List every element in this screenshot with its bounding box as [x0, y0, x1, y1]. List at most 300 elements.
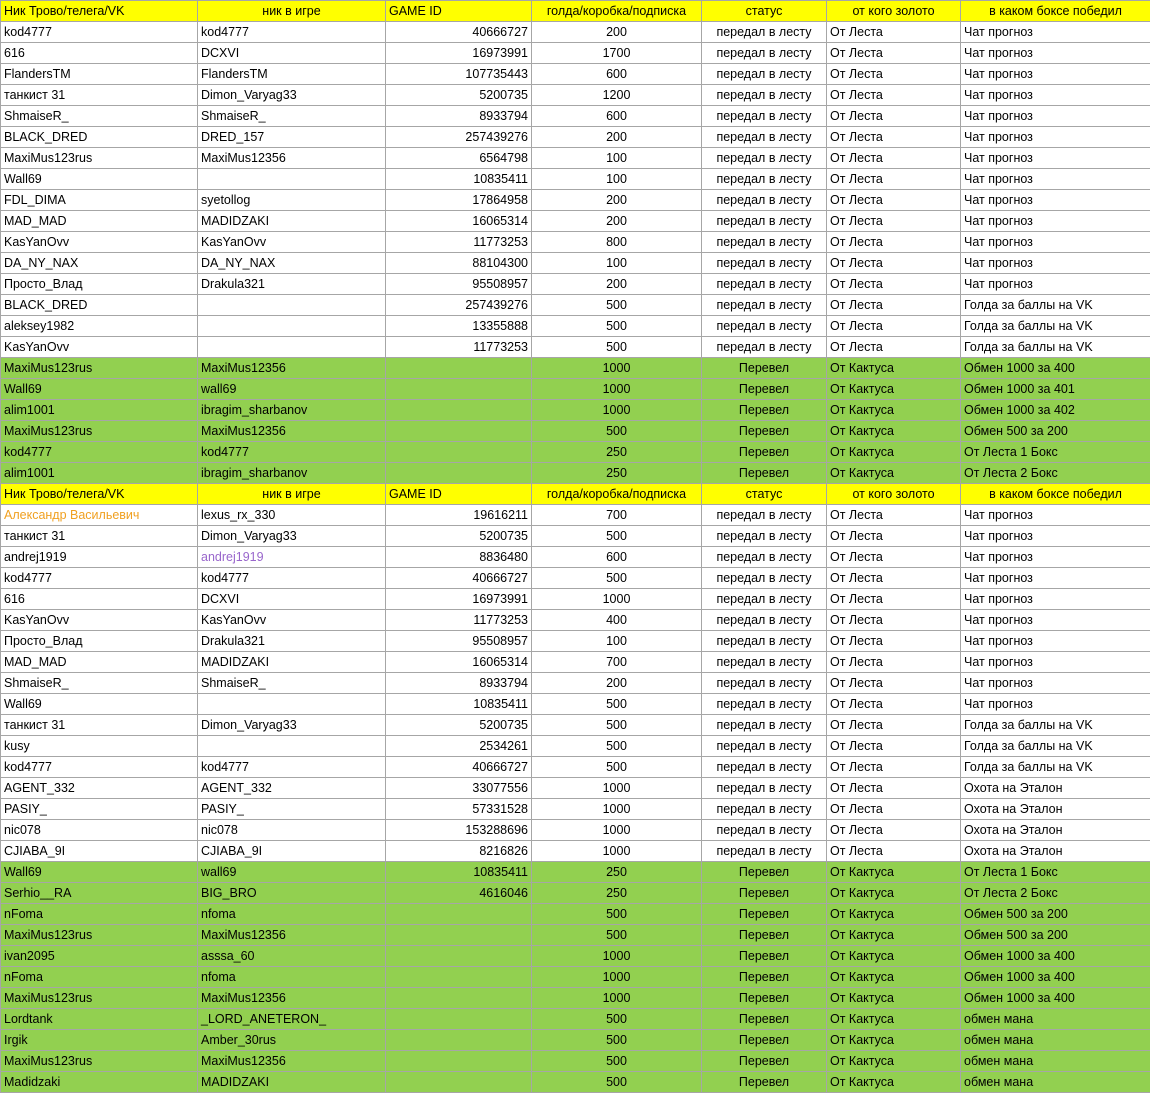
game-id-cell[interactable]	[386, 1030, 532, 1051]
amount-cell[interactable]: 1000	[532, 841, 702, 862]
nick-cell[interactable]: Wall69	[1, 379, 198, 400]
game-id-cell[interactable]: 88104300	[386, 253, 532, 274]
box-cell[interactable]: Чат прогноз	[961, 85, 1150, 106]
game-id-cell[interactable]	[386, 379, 532, 400]
nick-cell[interactable]: Irgik	[1, 1030, 198, 1051]
box-cell[interactable]: Обмен 500 за 200	[961, 421, 1150, 442]
game-id-cell[interactable]: 40666727	[386, 568, 532, 589]
nick-cell[interactable]: Wall69	[1, 169, 198, 190]
from-cell[interactable]: От Леста	[827, 526, 961, 547]
game-nick-cell[interactable]: MaxiMus12356	[198, 988, 386, 1009]
column-header[interactable]: GAME ID	[386, 484, 532, 505]
game-id-cell[interactable]	[386, 358, 532, 379]
box-cell[interactable]: Обмен 1000 за 400	[961, 967, 1150, 988]
box-cell[interactable]: Чат прогноз	[961, 610, 1150, 631]
box-cell[interactable]: Чат прогноз	[961, 232, 1150, 253]
game-nick-cell[interactable]: KasYanOvv	[198, 232, 386, 253]
amount-cell[interactable]: 800	[532, 232, 702, 253]
nick-cell[interactable]: nFoma	[1, 967, 198, 988]
nick-cell[interactable]: MaxiMus123rus	[1, 1051, 198, 1072]
nick-cell[interactable]: AGENT_332	[1, 778, 198, 799]
amount-cell[interactable]: 500	[532, 1072, 702, 1093]
box-cell[interactable]: Чат прогноз	[961, 589, 1150, 610]
nick-cell[interactable]: kod4777	[1, 442, 198, 463]
from-cell[interactable]: От Леста	[827, 64, 961, 85]
amount-cell[interactable]: 400	[532, 610, 702, 631]
nick-cell[interactable]: nFoma	[1, 904, 198, 925]
nick-cell[interactable]: танкист 31	[1, 715, 198, 736]
status-cell[interactable]: передал в лесту	[702, 610, 827, 631]
from-cell[interactable]: От Кактуса	[827, 967, 961, 988]
box-cell[interactable]: Чат прогноз	[961, 631, 1150, 652]
box-cell[interactable]: Охота на Эталон	[961, 820, 1150, 841]
nick-cell[interactable]: DA_NY_NAX	[1, 253, 198, 274]
from-cell[interactable]: От Леста	[827, 274, 961, 295]
box-cell[interactable]: Чат прогноз	[961, 547, 1150, 568]
game-nick-cell[interactable]	[198, 337, 386, 358]
box-cell[interactable]: Обмен 1000 за 402	[961, 400, 1150, 421]
amount-cell[interactable]: 1000	[532, 799, 702, 820]
from-cell[interactable]: От Кактуса	[827, 1051, 961, 1072]
amount-cell[interactable]: 500	[532, 568, 702, 589]
game-id-cell[interactable]: 6564798	[386, 148, 532, 169]
from-cell[interactable]: От Леста	[827, 799, 961, 820]
from-cell[interactable]: От Леста	[827, 190, 961, 211]
nick-cell[interactable]: BLACK_DRED	[1, 127, 198, 148]
nick-cell[interactable]: 616	[1, 43, 198, 64]
game-id-cell[interactable]: 16065314	[386, 211, 532, 232]
from-cell[interactable]: От Леста	[827, 106, 961, 127]
status-cell[interactable]: Перевел	[702, 442, 827, 463]
nick-cell[interactable]: andrej1919	[1, 547, 198, 568]
game-nick-cell[interactable]: kod4777	[198, 568, 386, 589]
game-id-cell[interactable]: 257439276	[386, 127, 532, 148]
column-header[interactable]: от кого золото	[827, 484, 961, 505]
from-cell[interactable]: От Леста	[827, 295, 961, 316]
from-cell[interactable]: От Кактуса	[827, 358, 961, 379]
game-id-cell[interactable]: 16973991	[386, 589, 532, 610]
amount-cell[interactable]: 500	[532, 904, 702, 925]
game-nick-cell[interactable]: Drakula321	[198, 274, 386, 295]
box-cell[interactable]: Чат прогноз	[961, 43, 1150, 64]
game-nick-cell[interactable]: MaxiMus12356	[198, 148, 386, 169]
game-id-cell[interactable]: 10835411	[386, 169, 532, 190]
box-cell[interactable]: Охота на Эталон	[961, 841, 1150, 862]
nick-cell[interactable]: MaxiMus123rus	[1, 925, 198, 946]
status-cell[interactable]: передал в лесту	[702, 631, 827, 652]
status-cell[interactable]: передал в лесту	[702, 526, 827, 547]
game-id-cell[interactable]: 40666727	[386, 757, 532, 778]
status-cell[interactable]: Перевел	[702, 925, 827, 946]
game-id-cell[interactable]: 95508957	[386, 631, 532, 652]
column-header[interactable]: голда/коробка/подписка	[532, 484, 702, 505]
game-nick-cell[interactable]: MaxiMus12356	[198, 421, 386, 442]
status-cell[interactable]: Перевел	[702, 1030, 827, 1051]
game-nick-cell[interactable]: Dimon_Varyag33	[198, 526, 386, 547]
game-nick-cell[interactable]: CJIABA_9I	[198, 841, 386, 862]
status-cell[interactable]: передал в лесту	[702, 232, 827, 253]
box-cell[interactable]: Обмен 500 за 200	[961, 925, 1150, 946]
game-id-cell[interactable]	[386, 442, 532, 463]
amount-cell[interactable]: 500	[532, 1009, 702, 1030]
box-cell[interactable]: Голда за баллы на VK	[961, 316, 1150, 337]
game-id-cell[interactable]: 4616046	[386, 883, 532, 904]
box-cell[interactable]: Голда за баллы на VK	[961, 715, 1150, 736]
column-header[interactable]: от кого золото	[827, 1, 961, 22]
column-header[interactable]: ник в игре	[198, 484, 386, 505]
from-cell[interactable]: От Леста	[827, 694, 961, 715]
nick-cell[interactable]: CJIABA_9I	[1, 841, 198, 862]
from-cell[interactable]: От Кактуса	[827, 379, 961, 400]
game-nick-cell[interactable]: nic078	[198, 820, 386, 841]
box-cell[interactable]: Чат прогноз	[961, 568, 1150, 589]
column-header[interactable]: голда/коробка/подписка	[532, 1, 702, 22]
from-cell[interactable]: От Леста	[827, 253, 961, 274]
nick-cell[interactable]: танкист 31	[1, 85, 198, 106]
box-cell[interactable]: Чат прогноз	[961, 505, 1150, 526]
game-id-cell[interactable]: 40666727	[386, 22, 532, 43]
game-nick-cell[interactable]: wall69	[198, 862, 386, 883]
game-nick-cell[interactable]: lexus_rx_330	[198, 505, 386, 526]
game-nick-cell[interactable]: ibragim_sharbanov	[198, 463, 386, 484]
box-cell[interactable]: От Леста 2 Бокс	[961, 883, 1150, 904]
status-cell[interactable]: передал в лесту	[702, 64, 827, 85]
game-id-cell[interactable]: 19616211	[386, 505, 532, 526]
nick-cell[interactable]: kusy	[1, 736, 198, 757]
box-cell[interactable]: Обмен 1000 за 400	[961, 358, 1150, 379]
status-cell[interactable]: Перевел	[702, 904, 827, 925]
from-cell[interactable]: От Леста	[827, 715, 961, 736]
game-nick-cell[interactable]	[198, 316, 386, 337]
from-cell[interactable]: От Леста	[827, 820, 961, 841]
nick-cell[interactable]: alim1001	[1, 400, 198, 421]
status-cell[interactable]: Перевел	[702, 862, 827, 883]
nick-cell[interactable]: ShmaiseR_	[1, 106, 198, 127]
nick-cell[interactable]: Lordtank	[1, 1009, 198, 1030]
amount-cell[interactable]: 600	[532, 64, 702, 85]
game-nick-cell[interactable]: DCXVI	[198, 589, 386, 610]
amount-cell[interactable]: 200	[532, 22, 702, 43]
amount-cell[interactable]: 500	[532, 715, 702, 736]
column-header[interactable]: статус	[702, 1, 827, 22]
game-nick-cell[interactable]	[198, 736, 386, 757]
box-cell[interactable]: Чат прогноз	[961, 673, 1150, 694]
box-cell[interactable]: От Леста 1 Бокс	[961, 442, 1150, 463]
from-cell[interactable]: От Леста	[827, 232, 961, 253]
status-cell[interactable]: Перевел	[702, 967, 827, 988]
game-id-cell[interactable]: 5200735	[386, 526, 532, 547]
from-cell[interactable]: От Леста	[827, 337, 961, 358]
from-cell[interactable]: От Леста	[827, 169, 961, 190]
game-id-cell[interactable]	[386, 967, 532, 988]
from-cell[interactable]: От Кактуса	[827, 1009, 961, 1030]
box-cell[interactable]: Чат прогноз	[961, 526, 1150, 547]
status-cell[interactable]: Перевел	[702, 946, 827, 967]
game-id-cell[interactable]	[386, 904, 532, 925]
amount-cell[interactable]: 500	[532, 337, 702, 358]
nick-cell[interactable]: MAD_MAD	[1, 211, 198, 232]
box-cell[interactable]: Голда за баллы на VK	[961, 295, 1150, 316]
nick-cell[interactable]: FlandersTM	[1, 64, 198, 85]
game-id-cell[interactable]: 11773253	[386, 232, 532, 253]
game-id-cell[interactable]	[386, 946, 532, 967]
from-cell[interactable]: От Кактуса	[827, 883, 961, 904]
column-header[interactable]: в каком боксе победил	[961, 484, 1150, 505]
status-cell[interactable]: Перевел	[702, 358, 827, 379]
box-cell[interactable]: Голда за баллы на VK	[961, 736, 1150, 757]
from-cell[interactable]: От Кактуса	[827, 442, 961, 463]
amount-cell[interactable]: 500	[532, 421, 702, 442]
amount-cell[interactable]: 1000	[532, 967, 702, 988]
column-header[interactable]: Ник Трово/телега/VK	[1, 484, 198, 505]
box-cell[interactable]: Чат прогноз	[961, 253, 1150, 274]
box-cell[interactable]: Охота на Эталон	[961, 799, 1150, 820]
status-cell[interactable]: передал в лесту	[702, 652, 827, 673]
status-cell[interactable]: передал в лесту	[702, 673, 827, 694]
game-id-cell[interactable]: 8216826	[386, 841, 532, 862]
status-cell[interactable]: передал в лесту	[702, 841, 827, 862]
amount-cell[interactable]: 600	[532, 547, 702, 568]
nick-cell[interactable]: ivan2095	[1, 946, 198, 967]
status-cell[interactable]: передал в лесту	[702, 589, 827, 610]
amount-cell[interactable]: 200	[532, 127, 702, 148]
game-id-cell[interactable]: 10835411	[386, 694, 532, 715]
game-nick-cell[interactable]: Dimon_Varyag33	[198, 715, 386, 736]
from-cell[interactable]: От Леста	[827, 43, 961, 64]
box-cell[interactable]: обмен мана	[961, 1051, 1150, 1072]
game-id-cell[interactable]: 257439276	[386, 295, 532, 316]
game-nick-cell[interactable]: kod4777	[198, 22, 386, 43]
box-cell[interactable]: Чат прогноз	[961, 64, 1150, 85]
status-cell[interactable]: передал в лесту	[702, 337, 827, 358]
from-cell[interactable]: От Леста	[827, 757, 961, 778]
box-cell[interactable]: Чат прогноз	[961, 127, 1150, 148]
status-cell[interactable]: передал в лесту	[702, 505, 827, 526]
game-nick-cell[interactable]	[198, 295, 386, 316]
status-cell[interactable]: передал в лесту	[702, 253, 827, 274]
amount-cell[interactable]: 200	[532, 673, 702, 694]
game-id-cell[interactable]: 5200735	[386, 85, 532, 106]
from-cell[interactable]: От Кактуса	[827, 1030, 961, 1051]
from-cell[interactable]: От Леста	[827, 127, 961, 148]
status-cell[interactable]: передал в лесту	[702, 190, 827, 211]
status-cell[interactable]: передал в лесту	[702, 736, 827, 757]
status-cell[interactable]: передал в лесту	[702, 799, 827, 820]
amount-cell[interactable]: 1000	[532, 820, 702, 841]
box-cell[interactable]: От Леста 1 Бокс	[961, 862, 1150, 883]
column-header[interactable]: ник в игре	[198, 1, 386, 22]
amount-cell[interactable]: 1000	[532, 589, 702, 610]
nick-cell[interactable]: Wall69	[1, 694, 198, 715]
game-id-cell[interactable]: 11773253	[386, 610, 532, 631]
status-cell[interactable]: передал в лесту	[702, 43, 827, 64]
box-cell[interactable]: Чат прогноз	[961, 190, 1150, 211]
game-nick-cell[interactable]: DA_NY_NAX	[198, 253, 386, 274]
status-cell[interactable]: передал в лесту	[702, 85, 827, 106]
from-cell[interactable]: От Леста	[827, 736, 961, 757]
status-cell[interactable]: Перевел	[702, 379, 827, 400]
amount-cell[interactable]: 1200	[532, 85, 702, 106]
game-nick-cell[interactable]: ShmaiseR_	[198, 106, 386, 127]
box-cell[interactable]: Чат прогноз	[961, 169, 1150, 190]
game-nick-cell[interactable]: Dimon_Varyag33	[198, 85, 386, 106]
status-cell[interactable]: Перевел	[702, 421, 827, 442]
nick-cell[interactable]: BLACK_DRED	[1, 295, 198, 316]
nick-cell[interactable]: MaxiMus123rus	[1, 358, 198, 379]
game-nick-cell[interactable]: AGENT_332	[198, 778, 386, 799]
amount-cell[interactable]: 1000	[532, 946, 702, 967]
game-nick-cell[interactable]: Drakula321	[198, 631, 386, 652]
nick-cell[interactable]: ShmaiseR_	[1, 673, 198, 694]
box-cell[interactable]: обмен мана	[961, 1009, 1150, 1030]
box-cell[interactable]: Чат прогноз	[961, 274, 1150, 295]
status-cell[interactable]: передал в лесту	[702, 568, 827, 589]
amount-cell[interactable]: 500	[532, 925, 702, 946]
from-cell[interactable]: От Кактуса	[827, 925, 961, 946]
status-cell[interactable]: передал в лесту	[702, 820, 827, 841]
from-cell[interactable]: От Леста	[827, 589, 961, 610]
box-cell[interactable]: обмен мана	[961, 1030, 1150, 1051]
game-nick-cell[interactable]: Amber_30rus	[198, 1030, 386, 1051]
from-cell[interactable]: От Кактуса	[827, 400, 961, 421]
amount-cell[interactable]: 1000	[532, 778, 702, 799]
amount-cell[interactable]: 500	[532, 1030, 702, 1051]
game-id-cell[interactable]: 8933794	[386, 673, 532, 694]
game-nick-cell[interactable]: BIG_BRO	[198, 883, 386, 904]
nick-cell[interactable]: KasYanOvv	[1, 232, 198, 253]
column-header[interactable]: Ник Трово/телега/VK	[1, 1, 198, 22]
amount-cell[interactable]: 100	[532, 169, 702, 190]
amount-cell[interactable]: 600	[532, 106, 702, 127]
status-cell[interactable]: передал в лесту	[702, 148, 827, 169]
status-cell[interactable]: передал в лесту	[702, 169, 827, 190]
amount-cell[interactable]: 1000	[532, 358, 702, 379]
status-cell[interactable]: передал в лесту	[702, 316, 827, 337]
nick-cell[interactable]: Serhio__RA	[1, 883, 198, 904]
amount-cell[interactable]: 250	[532, 883, 702, 904]
amount-cell[interactable]: 250	[532, 463, 702, 484]
from-cell[interactable]: От Кактуса	[827, 463, 961, 484]
status-cell[interactable]: передал в лесту	[702, 547, 827, 568]
game-nick-cell[interactable]: nfoma	[198, 904, 386, 925]
box-cell[interactable]: обмен мана	[961, 1072, 1150, 1093]
box-cell[interactable]: Чат прогноз	[961, 22, 1150, 43]
game-nick-cell[interactable]	[198, 169, 386, 190]
column-header[interactable]: GAME ID	[386, 1, 532, 22]
nick-cell[interactable]: Просто_Влад	[1, 274, 198, 295]
nick-cell[interactable]: Madidzaki	[1, 1072, 198, 1093]
game-id-cell[interactable]: 8933794	[386, 106, 532, 127]
amount-cell[interactable]: 500	[532, 757, 702, 778]
nick-cell[interactable]: 616	[1, 589, 198, 610]
game-id-cell[interactable]: 33077556	[386, 778, 532, 799]
box-cell[interactable]: Чат прогноз	[961, 211, 1150, 232]
nick-cell[interactable]: FDL_DIMA	[1, 190, 198, 211]
game-nick-cell[interactable]: andrej1919	[198, 547, 386, 568]
game-id-cell[interactable]: 16973991	[386, 43, 532, 64]
status-cell[interactable]: передал в лесту	[702, 211, 827, 232]
game-nick-cell[interactable]: FlandersTM	[198, 64, 386, 85]
box-cell[interactable]: Охота на Эталон	[961, 778, 1150, 799]
game-id-cell[interactable]	[386, 925, 532, 946]
amount-cell[interactable]: 250	[532, 862, 702, 883]
amount-cell[interactable]: 200	[532, 190, 702, 211]
nick-cell[interactable]: KasYanOvv	[1, 337, 198, 358]
amount-cell[interactable]: 500	[532, 736, 702, 757]
game-id-cell[interactable]: 10835411	[386, 862, 532, 883]
game-id-cell[interactable]	[386, 400, 532, 421]
game-nick-cell[interactable]: KasYanOvv	[198, 610, 386, 631]
nick-cell[interactable]: танкист 31	[1, 526, 198, 547]
status-cell[interactable]: передал в лесту	[702, 106, 827, 127]
nick-cell[interactable]: kod4777	[1, 568, 198, 589]
game-nick-cell[interactable]: asssa_60	[198, 946, 386, 967]
box-cell[interactable]: Голда за баллы на VK	[961, 757, 1150, 778]
from-cell[interactable]: От Кактуса	[827, 904, 961, 925]
status-cell[interactable]: передал в лесту	[702, 757, 827, 778]
nick-cell[interactable]: PASIY_	[1, 799, 198, 820]
nick-cell[interactable]: nic078	[1, 820, 198, 841]
game-id-cell[interactable]	[386, 421, 532, 442]
nick-cell[interactable]: MaxiMus123rus	[1, 421, 198, 442]
game-nick-cell[interactable]: kod4777	[198, 757, 386, 778]
from-cell[interactable]: От Леста	[827, 568, 961, 589]
nick-cell[interactable]: MaxiMus123rus	[1, 988, 198, 1009]
status-cell[interactable]: Перевел	[702, 883, 827, 904]
status-cell[interactable]: передал в лесту	[702, 274, 827, 295]
amount-cell[interactable]: 500	[532, 1051, 702, 1072]
game-nick-cell[interactable]: MADIDZAKI	[198, 211, 386, 232]
column-header[interactable]: статус	[702, 484, 827, 505]
game-id-cell[interactable]: 95508957	[386, 274, 532, 295]
box-cell[interactable]: Чат прогноз	[961, 148, 1150, 169]
amount-cell[interactable]: 1000	[532, 988, 702, 1009]
game-nick-cell[interactable]: wall69	[198, 379, 386, 400]
amount-cell[interactable]: 500	[532, 694, 702, 715]
from-cell[interactable]: От Леста	[827, 505, 961, 526]
from-cell[interactable]: От Леста	[827, 547, 961, 568]
status-cell[interactable]: передал в лесту	[702, 295, 827, 316]
from-cell[interactable]: От Леста	[827, 841, 961, 862]
status-cell[interactable]: Перевел	[702, 463, 827, 484]
game-nick-cell[interactable]: DRED_157	[198, 127, 386, 148]
status-cell[interactable]: Перевел	[702, 1072, 827, 1093]
nick-cell[interactable]: alim1001	[1, 463, 198, 484]
nick-cell[interactable]: Wall69	[1, 862, 198, 883]
game-id-cell[interactable]: 5200735	[386, 715, 532, 736]
game-nick-cell[interactable]: _LORD_ANETERON_	[198, 1009, 386, 1030]
game-id-cell[interactable]	[386, 1072, 532, 1093]
status-cell[interactable]: передал в лесту	[702, 127, 827, 148]
box-cell[interactable]: Обмен 500 за 200	[961, 904, 1150, 925]
game-id-cell[interactable]	[386, 463, 532, 484]
from-cell[interactable]: От Леста	[827, 85, 961, 106]
game-id-cell[interactable]	[386, 1051, 532, 1072]
game-nick-cell[interactable]	[198, 694, 386, 715]
status-cell[interactable]: передал в лесту	[702, 22, 827, 43]
game-id-cell[interactable]	[386, 1009, 532, 1030]
status-cell[interactable]: передал в лесту	[702, 694, 827, 715]
amount-cell[interactable]: 500	[532, 526, 702, 547]
nick-cell[interactable]: KasYanOvv	[1, 610, 198, 631]
from-cell[interactable]: От Леста	[827, 631, 961, 652]
game-id-cell[interactable]: 13355888	[386, 316, 532, 337]
game-id-cell[interactable]: 107735443	[386, 64, 532, 85]
box-cell[interactable]: Обмен 1000 за 400	[961, 988, 1150, 1009]
amount-cell[interactable]: 1000	[532, 400, 702, 421]
amount-cell[interactable]: 1700	[532, 43, 702, 64]
from-cell[interactable]: От Леста	[827, 316, 961, 337]
